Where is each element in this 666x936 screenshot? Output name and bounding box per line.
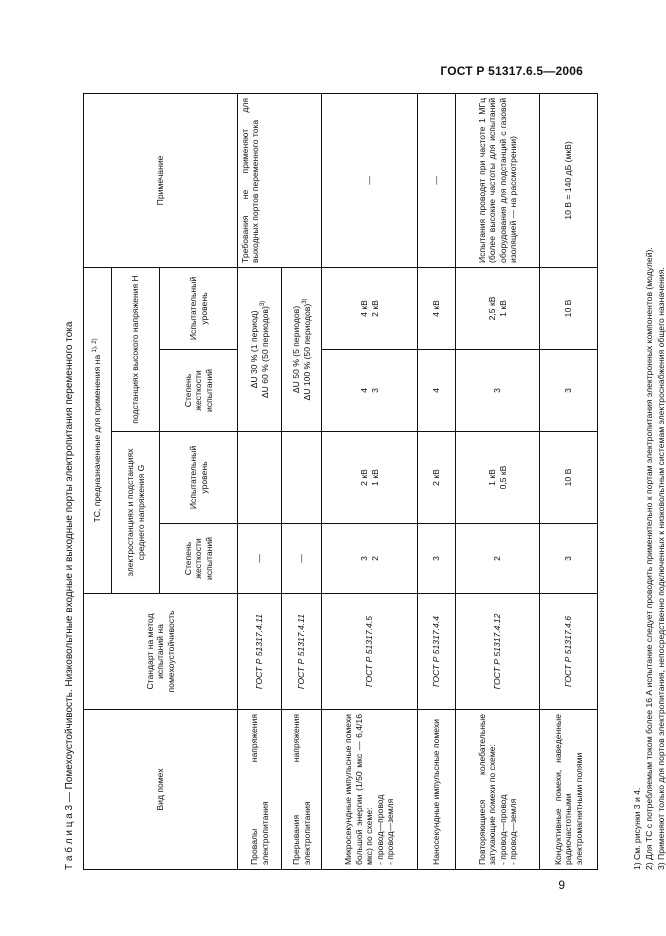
row-h-severity: 4 3 xyxy=(322,350,418,432)
row-type: Прерывания напряжения электропитания xyxy=(282,710,322,870)
row-h-severity: 4 xyxy=(418,350,456,432)
row-h-level: 4 кВ xyxy=(418,267,456,349)
row-g-severity: 3 2 xyxy=(322,524,418,594)
row-type: Повторяющиеся колебательные затухающие помехи по схеме: - провод—провод - провод—земля xyxy=(456,710,540,870)
table-caption: Т а б л и ц а 3 — Помехоустойчивость. Низковольтные входные и выходные порты электропитания переменного тока xyxy=(64,321,75,870)
row-g-level: 10 В xyxy=(540,432,598,524)
header-g-level: Испытательный уровень xyxy=(160,432,238,524)
header-type: Вид помех xyxy=(84,710,238,870)
row-note: — xyxy=(322,93,418,267)
row-h-severity: 3 xyxy=(540,350,598,432)
header-standard: Стандарт на метод испытаний на помехоустойчивость xyxy=(84,594,238,710)
header-group-g: электростанциях и подстанциях среднего напряжения G xyxy=(112,432,160,594)
row-h-interrupt-values: ΔU 50 % (5 периодов) ΔU 100 % (50 периодов)$^{3)}$ xyxy=(282,267,322,431)
row-g-level: 2 кВ xyxy=(418,432,456,524)
row-note: — xyxy=(418,93,456,267)
row-standard: ГОСТ Р 51317.4.6 xyxy=(540,594,598,710)
table-row xyxy=(322,93,418,869)
row-g-severity: 3 xyxy=(418,524,456,594)
row-type: Микросекундные импульсные помехи большой энергии (1/50 мкс — 6,4/16 мкс) по схеме: - провод—провод - провод—земля xyxy=(322,710,418,870)
header-h-level: Испытательный уровень xyxy=(160,267,238,349)
header-g-severity: Степень жесткости испытаний xyxy=(160,524,238,594)
row-g-level: 2 кВ 1 кВ xyxy=(322,432,418,524)
row-standard: ГОСТ Р 51317.4.12 xyxy=(456,594,540,710)
row-g-level: 1 кВ 0,5 кВ xyxy=(456,432,540,524)
row-h-level: 2,5 кВ 1 кВ xyxy=(456,267,540,349)
row-h-level: 10 В xyxy=(540,267,598,349)
immunity-table xyxy=(83,93,598,870)
row-g-severity: — xyxy=(238,524,282,594)
footnote-1: 1) См. рисунки 3 и 4. xyxy=(632,787,642,870)
header-note: Примечание xyxy=(84,93,238,267)
row-note: Требования не применяют для выходных портов переменного тока xyxy=(238,93,322,267)
footnote-2: 2) Для ТС с потребляемым током более 16 А испытание следует проводить применительно к портам электропитания электронных компонентов (модулей). xyxy=(644,247,654,870)
header-h-severity: Степень жесткости испытаний xyxy=(160,350,238,432)
row-standard: ГОСТ Р 51317.4.4 xyxy=(418,594,456,710)
footnote-3: 3) Применяют только для портов электропитания, непосредственно подключенных к низковольтным системам электроснабжения общего назначения. xyxy=(656,267,666,870)
row-type: Провалы напряжения электропитания xyxy=(238,710,282,870)
row-type: Наносекундные импульсные помехи xyxy=(418,710,456,870)
row-h-severity: 3 xyxy=(456,350,540,432)
row-g-severity: 2 xyxy=(456,524,540,594)
document-header: ГОСТ Р 51317.6.5—2006 xyxy=(440,64,583,78)
header-tc-group: ТС, предназначенные для применения на $^{1), 2)}$ xyxy=(84,267,112,593)
row-h-level: 4 кВ 2 кВ xyxy=(322,267,418,349)
row-type: Кондуктивные помехи, наведенные радиочастотными электромагнитными полями xyxy=(540,710,598,870)
row-g-severity: 3 xyxy=(540,524,598,594)
table-row xyxy=(238,93,282,869)
row-h-dip-values: ΔU 30 % (1 период) ΔU 60 % (50 периодов)$^{3)}$ xyxy=(238,267,282,431)
table-row xyxy=(418,93,456,869)
row-note: Испытания проводят при частоте 1 МГц (более высокие частоты для испытаний оборудования для подстанций с газовой изоляцией — на рассмотрении) xyxy=(456,93,540,267)
table-row xyxy=(456,93,540,869)
row-g-level xyxy=(238,432,282,524)
row-standard: ГОСТ Р 51317.4.5 xyxy=(322,594,418,710)
row-g-severity: — xyxy=(282,524,322,594)
row-note: 10 В = 140 дБ (мкВ) xyxy=(540,93,598,267)
header-group-h: подстанциях высокого напряжения H xyxy=(112,267,160,431)
row-standard: ГОСТ Р 51317.4.11 xyxy=(282,594,322,710)
row-standard: ГОСТ Р 51317.4.11 xyxy=(238,594,282,710)
page-number: 9 xyxy=(558,878,565,892)
row-g-level xyxy=(282,432,322,524)
table-row xyxy=(540,93,598,869)
